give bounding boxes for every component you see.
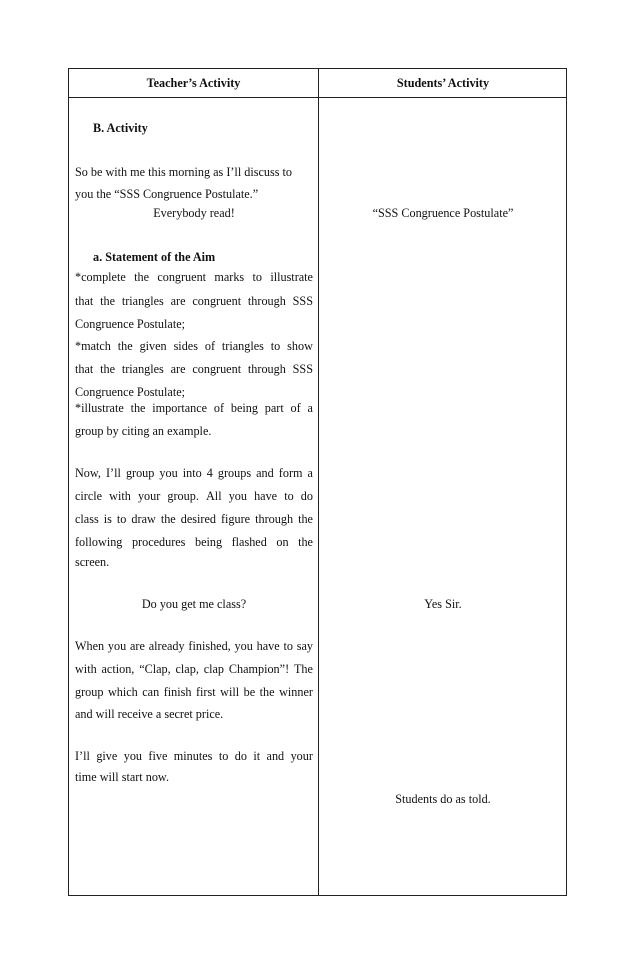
aim-1-line-2: [75, 294, 313, 308]
word: clap,: [175, 662, 199, 676]
aim-1-line-3: Congruence Postulate;: [75, 317, 186, 331]
word: give: [96, 749, 118, 763]
word: *complete: [75, 270, 126, 284]
word: 4: [206, 466, 213, 480]
statement-of-aim-heading: a. Statement of the Aim: [93, 250, 216, 264]
word: you: [123, 749, 142, 763]
word: importance: [152, 401, 208, 415]
word: through: [255, 512, 294, 526]
word: triangles: [121, 362, 164, 376]
finish-line-4: and will receive a secret price.: [75, 707, 224, 721]
word: to: [116, 512, 127, 526]
word: “Clap,: [139, 662, 171, 676]
word: will: [220, 685, 240, 699]
word: your: [290, 749, 313, 763]
word: through: [247, 294, 286, 308]
word: following: [75, 535, 123, 549]
word: clap: [203, 662, 225, 676]
students-reply-yes-sir: Yes Sir.: [424, 597, 462, 611]
word: part: [264, 401, 284, 415]
word: can: [142, 685, 160, 699]
group-line-5: screen.: [75, 555, 110, 569]
word: a: [307, 466, 313, 480]
word: figure: [220, 512, 251, 526]
word: marks: [214, 270, 245, 284]
word: being: [194, 535, 223, 549]
word: of: [204, 339, 215, 353]
word: triangles: [221, 339, 264, 353]
word: group.: [167, 489, 199, 503]
word: which: [107, 685, 138, 699]
word: on: [276, 535, 289, 549]
word: your: [137, 489, 161, 503]
word: you: [228, 489, 247, 503]
aim-2-line-1: [75, 339, 313, 353]
word: you: [107, 639, 127, 653]
word: the: [130, 401, 146, 415]
aim-3-line-1: [75, 401, 313, 415]
word: desired: [180, 512, 216, 526]
word: have: [254, 489, 278, 503]
word: I’ll: [75, 749, 90, 763]
word: be: [243, 685, 256, 699]
finish-line-2: [75, 662, 313, 676]
word: the: [259, 685, 275, 699]
word: the: [134, 270, 149, 284]
word: *illustrate: [75, 401, 124, 415]
word: the: [100, 294, 115, 308]
aim-2-line-3: Congruence Postulate;: [75, 385, 186, 399]
word: to: [252, 270, 262, 284]
word: and: [256, 466, 274, 480]
header-divider: [68, 97, 567, 98]
word: circle: [75, 489, 103, 503]
time-line-1: [75, 749, 313, 763]
word: The: [293, 662, 313, 676]
word: congruent: [157, 270, 207, 284]
aim-1-line-1: [75, 270, 313, 284]
word: of: [290, 401, 301, 415]
word: into: [182, 466, 202, 480]
word: five: [148, 749, 168, 763]
word: to: [283, 639, 293, 653]
word: are: [130, 639, 145, 653]
word: triangles: [121, 294, 164, 308]
group-line-3: [75, 512, 313, 526]
word: it: [253, 749, 261, 763]
word: class: [75, 512, 99, 526]
word: All: [206, 489, 222, 503]
word: sides: [173, 339, 198, 353]
word: are: [170, 294, 186, 308]
word: When: [75, 639, 105, 653]
word: SSS: [292, 294, 313, 308]
word: the: [100, 362, 115, 376]
word: SSS: [292, 362, 313, 376]
word: given: [139, 339, 167, 353]
word: you: [234, 639, 253, 653]
word: that: [75, 362, 94, 376]
word: already: [148, 639, 185, 653]
word: action,: [101, 662, 135, 676]
word: to: [270, 339, 281, 353]
word: Champion”!: [228, 662, 290, 676]
word: minutes: [173, 749, 213, 763]
finish-line-3: [75, 685, 313, 699]
group-line-4: [75, 535, 313, 549]
word: procedures: [131, 535, 186, 549]
students-activity-header: Students’ Activity: [396, 76, 490, 90]
word: through: [247, 362, 286, 376]
word: congruent: [192, 362, 242, 376]
word: have: [256, 639, 280, 653]
word: I’ll: [106, 466, 121, 480]
teacher-activity-header: Teacher’s Activity: [146, 76, 241, 90]
aim-2-line-2: [75, 362, 313, 376]
word: you: [159, 466, 178, 480]
word: and: [266, 749, 285, 763]
word: with: [75, 662, 97, 676]
word: a: [307, 401, 313, 415]
word: is: [103, 512, 112, 526]
get-me-question: Do you get me class?: [141, 597, 247, 611]
word: to: [218, 749, 229, 763]
word: to: [284, 489, 294, 503]
section-b-heading: B. Activity: [93, 121, 148, 135]
word: congruent: [192, 294, 242, 308]
aim-3-line-2: group by citing an example.: [75, 424, 212, 438]
word: do: [300, 489, 313, 503]
word: finish: [163, 685, 192, 699]
word: say: [296, 639, 313, 653]
word: *match: [75, 339, 111, 353]
finish-line-1: [75, 639, 313, 653]
word: winner: [279, 685, 313, 699]
students-reply-do-as-told: Students do as told.: [395, 792, 491, 806]
word: draw: [131, 512, 156, 526]
word: the: [160, 512, 176, 526]
students-reply-postulate: “SSS Congruence Postulate”: [372, 206, 514, 220]
word: groups: [217, 466, 252, 480]
intro-line-2: you the “SSS Congruence Postulate.”: [75, 187, 259, 201]
word: flashed: [231, 535, 267, 549]
group-line-2: [75, 489, 313, 503]
word: the: [117, 339, 133, 353]
intro-line-1: So be with me this morning as I’ll discuss to: [75, 165, 292, 179]
word: finished,: [188, 639, 231, 653]
word: first: [195, 685, 216, 699]
word: do: [234, 749, 247, 763]
word: the: [298, 535, 313, 549]
word: group: [75, 685, 104, 699]
word: of: [213, 401, 225, 415]
word: form: [278, 466, 303, 480]
word: Now,: [75, 466, 101, 480]
word: with: [109, 489, 131, 503]
word: show: [287, 339, 313, 353]
group-line-1: [75, 466, 313, 480]
time-line-2: time will start now.: [75, 770, 169, 784]
word: being: [230, 401, 258, 415]
word: are: [170, 362, 186, 376]
everybody-read: Everybody read!: [153, 206, 235, 220]
column-divider: [318, 68, 319, 896]
word: that: [75, 294, 94, 308]
word: illustrate: [270, 270, 313, 284]
word: group: [125, 466, 155, 480]
word: the: [298, 512, 313, 526]
